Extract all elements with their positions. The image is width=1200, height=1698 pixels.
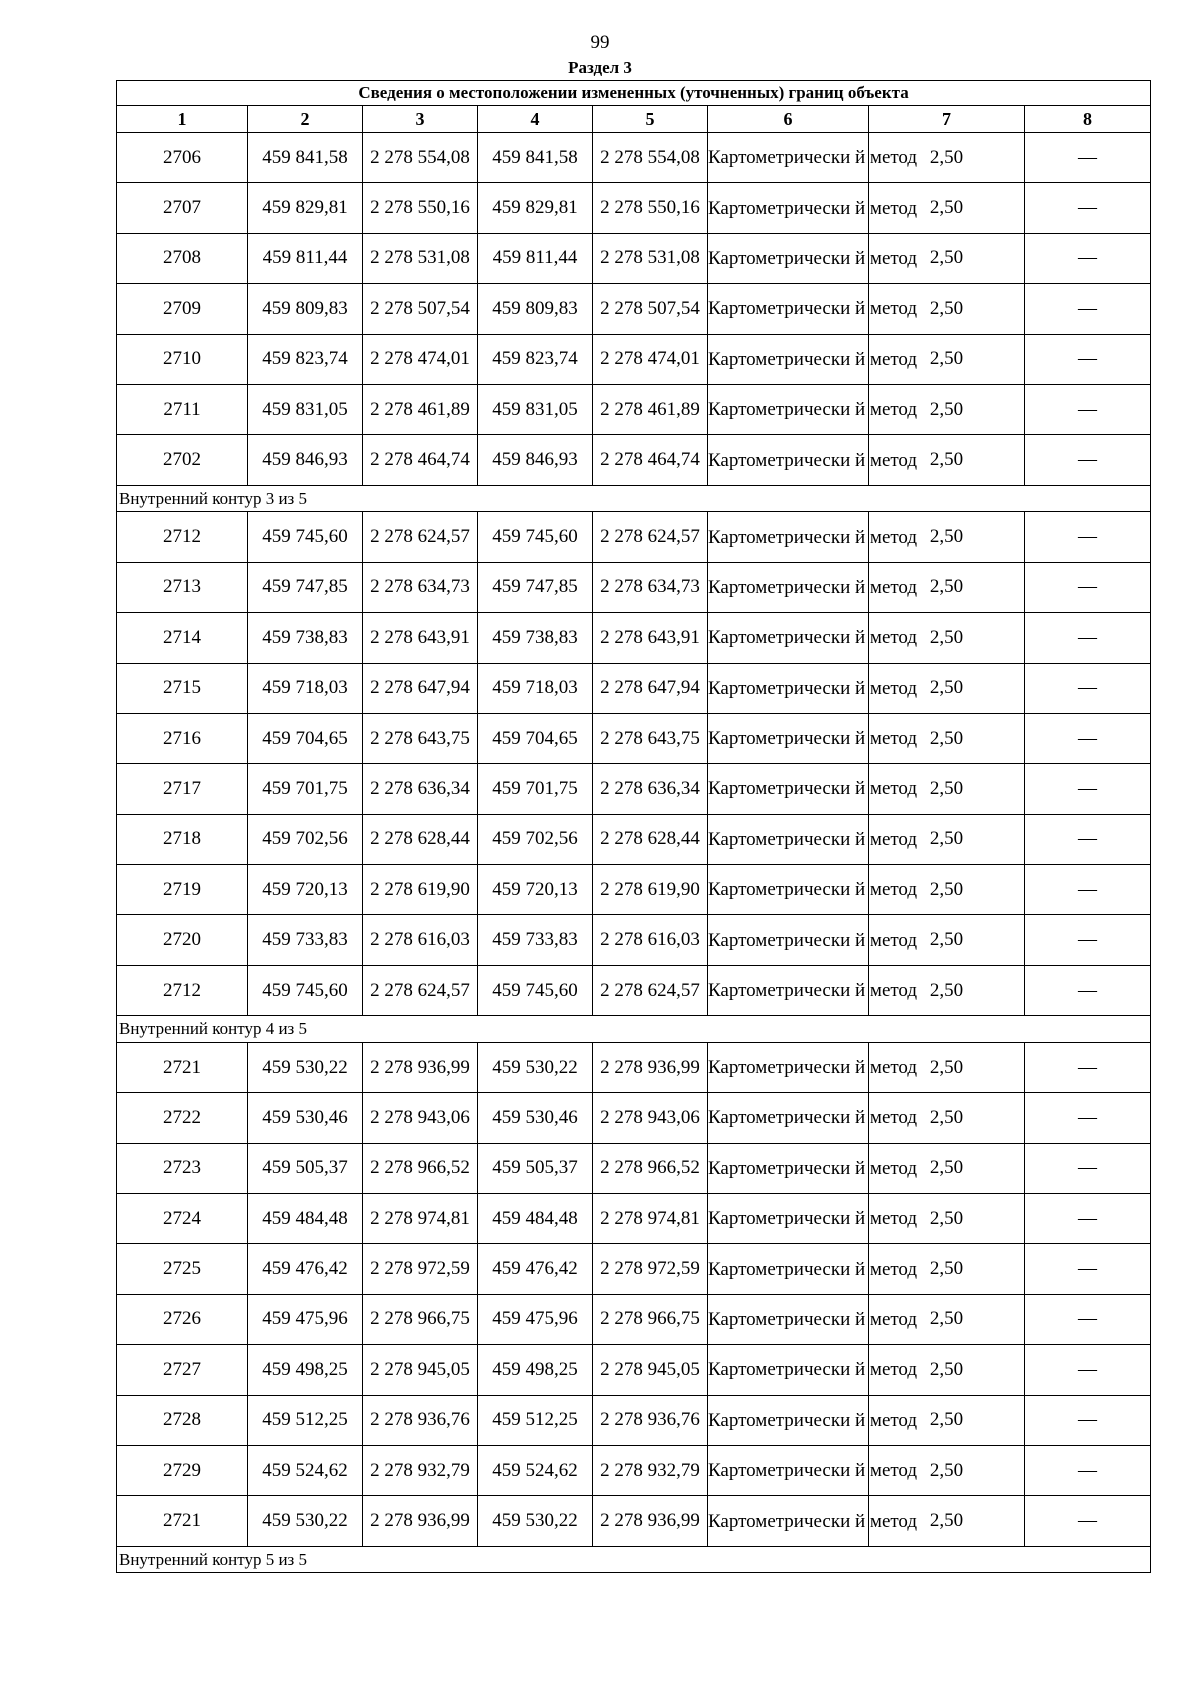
table-cell-col-5: 2 278 507,54 xyxy=(593,284,708,334)
table-cell-col-8: — xyxy=(1025,1345,1151,1395)
table-cell-col-7: 2,50 xyxy=(869,1143,1025,1193)
contour-heading: Внутренний контур 5 из 5 xyxy=(117,1546,1151,1573)
table-cell-col-5: 2 278 936,76 xyxy=(593,1395,708,1445)
table-cell-col-4: 459 823,74 xyxy=(478,334,593,384)
table-cell-col-6: Картометрически й метод xyxy=(708,1445,869,1495)
table-cell-col-3: 2 278 945,05 xyxy=(363,1345,478,1395)
contour-heading-row xyxy=(117,1016,1151,1043)
table-cell-col-8: — xyxy=(1025,1143,1151,1193)
table-row xyxy=(117,1395,1151,1445)
table-cell-col-5: 2 278 554,08 xyxy=(593,133,708,183)
table-cell-col-4: 459 512,25 xyxy=(478,1395,593,1445)
table-cell-col-6: Картометрически й метод xyxy=(708,1244,869,1294)
table-cell-col-1: 2715 xyxy=(117,663,248,713)
column-number-2: 2 xyxy=(248,106,363,133)
table-cell-col-5: 2 278 474,01 xyxy=(593,334,708,384)
table-cell-col-4: 459 702,56 xyxy=(478,814,593,864)
table-cell-col-3: 2 278 936,99 xyxy=(363,1042,478,1092)
table-cell-col-6: Картометрически й метод xyxy=(708,1093,869,1143)
table-cell-col-5: 2 278 624,57 xyxy=(593,965,708,1015)
table-cell-col-3: 2 278 647,94 xyxy=(363,663,478,713)
table-cell-col-7: 2,50 xyxy=(869,435,1025,485)
table-cell-col-5: 2 278 634,73 xyxy=(593,562,708,612)
table-row xyxy=(117,562,1151,612)
table-row xyxy=(117,233,1151,283)
table-cell-col-7: 2,50 xyxy=(869,133,1025,183)
table-cell-col-7: 2,50 xyxy=(869,1345,1025,1395)
table-cell-col-2: 459 530,22 xyxy=(248,1042,363,1092)
table-cell-col-7: 2,50 xyxy=(869,764,1025,814)
table-row xyxy=(117,334,1151,384)
table-caption-row xyxy=(117,81,1151,106)
table-cell-col-5: 2 278 636,34 xyxy=(593,764,708,814)
table-cell-col-5: 2 278 550,16 xyxy=(593,183,708,233)
column-number-3: 3 xyxy=(363,106,478,133)
table-cell-col-6: Картометрически й метод xyxy=(708,384,869,434)
column-number-1: 1 xyxy=(117,106,248,133)
table-cell-col-1: 2721 xyxy=(117,1496,248,1546)
table-cell-col-2: 459 530,22 xyxy=(248,1496,363,1546)
table-cell-col-2: 459 733,83 xyxy=(248,915,363,965)
table-cell-col-4: 459 530,46 xyxy=(478,1093,593,1143)
table-row xyxy=(117,1143,1151,1193)
table-cell-col-5: 2 278 972,59 xyxy=(593,1244,708,1294)
table-cell-col-6: Картометрически й метод xyxy=(708,965,869,1015)
table-cell-col-7: 2,50 xyxy=(869,814,1025,864)
column-number-4: 4 xyxy=(478,106,593,133)
table-cell-col-2: 459 846,93 xyxy=(248,435,363,485)
table-cell-col-8: — xyxy=(1025,1194,1151,1244)
table-cell-col-7: 2,50 xyxy=(869,613,1025,663)
table-cell-col-7: 2,50 xyxy=(869,965,1025,1015)
table-cell-col-6: Картометрически й метод xyxy=(708,764,869,814)
table-row xyxy=(117,814,1151,864)
table-cell-col-6: Картометрически й метод xyxy=(708,334,869,384)
table-cell-col-4: 459 530,22 xyxy=(478,1042,593,1092)
table-cell-col-5: 2 278 616,03 xyxy=(593,915,708,965)
table-cell-col-5: 2 278 461,89 xyxy=(593,384,708,434)
table-cell-col-3: 2 278 550,16 xyxy=(363,183,478,233)
table-row xyxy=(117,1093,1151,1143)
table-cell-col-2: 459 747,85 xyxy=(248,562,363,612)
table-cell-col-8: — xyxy=(1025,1395,1151,1445)
table-cell-col-4: 459 524,62 xyxy=(478,1445,593,1495)
table-cell-col-4: 459 809,83 xyxy=(478,284,593,334)
table-cell-col-5: 2 278 643,91 xyxy=(593,613,708,663)
table-cell-col-3: 2 278 966,75 xyxy=(363,1294,478,1344)
table-cell-col-5: 2 278 936,99 xyxy=(593,1042,708,1092)
table-cell-col-2: 459 829,81 xyxy=(248,183,363,233)
table-cell-col-4: 459 475,96 xyxy=(478,1294,593,1344)
table-cell-col-3: 2 278 628,44 xyxy=(363,814,478,864)
table-cell-col-1: 2702 xyxy=(117,435,248,485)
table-cell-col-1: 2718 xyxy=(117,814,248,864)
table-cell-col-2: 459 738,83 xyxy=(248,613,363,663)
table-cell-col-6: Картометрически й метод xyxy=(708,1395,869,1445)
table-cell-col-2: 459 811,44 xyxy=(248,233,363,283)
table-cell-col-4: 459 745,60 xyxy=(478,965,593,1015)
table-cell-col-2: 459 823,74 xyxy=(248,334,363,384)
table-cell-col-1: 2712 xyxy=(117,965,248,1015)
table-cell-col-4: 459 718,03 xyxy=(478,663,593,713)
table-cell-col-1: 2723 xyxy=(117,1143,248,1193)
table-row xyxy=(117,965,1151,1015)
column-number-8: 8 xyxy=(1025,106,1151,133)
table-cell-col-8: — xyxy=(1025,1093,1151,1143)
table-cell-col-7: 2,50 xyxy=(869,233,1025,283)
table-cell-col-6: Картометрически й метод xyxy=(708,915,869,965)
table-row xyxy=(117,865,1151,915)
table-cell-col-7: 2,50 xyxy=(869,865,1025,915)
table-cell-col-6: Картометрически й метод xyxy=(708,663,869,713)
table-cell-col-3: 2 278 974,81 xyxy=(363,1194,478,1244)
table-cell-col-6: Картометрически й метод xyxy=(708,713,869,763)
column-number-6: 6 xyxy=(708,106,869,133)
table-row xyxy=(117,1496,1151,1546)
table-cell-col-3: 2 278 936,76 xyxy=(363,1395,478,1445)
table-cell-col-3: 2 278 932,79 xyxy=(363,1445,478,1495)
table-cell-col-3: 2 278 634,73 xyxy=(363,562,478,612)
table-cell-col-4: 459 484,48 xyxy=(478,1194,593,1244)
table-cell-col-1: 2717 xyxy=(117,764,248,814)
table-cell-col-3: 2 278 643,75 xyxy=(363,713,478,763)
table-cell-col-2: 459 475,96 xyxy=(248,1294,363,1344)
table-cell-col-8: — xyxy=(1025,562,1151,612)
table-cell-col-3: 2 278 624,57 xyxy=(363,965,478,1015)
table-cell-col-7: 2,50 xyxy=(869,1395,1025,1445)
table-cell-col-3: 2 278 966,52 xyxy=(363,1143,478,1193)
table-cell-col-5: 2 278 932,79 xyxy=(593,1445,708,1495)
table-cell-col-7: 2,50 xyxy=(869,713,1025,763)
table-cell-col-3: 2 278 554,08 xyxy=(363,133,478,183)
column-number-row xyxy=(117,106,1151,133)
table-cell-col-1: 2712 xyxy=(117,512,248,562)
table-cell-col-6: Картометрически й метод xyxy=(708,1345,869,1395)
table-cell-col-4: 459 846,93 xyxy=(478,435,593,485)
table-cell-col-8: — xyxy=(1025,713,1151,763)
table-row xyxy=(117,1244,1151,1294)
table-cell-col-5: 2 278 628,44 xyxy=(593,814,708,864)
table-cell-col-7: 2,50 xyxy=(869,562,1025,612)
table-cell-col-6: Картометрически й метод xyxy=(708,562,869,612)
table-cell-col-1: 2726 xyxy=(117,1294,248,1344)
table-cell-col-8: — xyxy=(1025,865,1151,915)
table-cell-col-1: 2713 xyxy=(117,562,248,612)
table-cell-col-8: — xyxy=(1025,613,1151,663)
table-cell-col-2: 459 498,25 xyxy=(248,1345,363,1395)
table-cell-col-8: — xyxy=(1025,183,1151,233)
table-row xyxy=(117,133,1151,183)
table-cell-col-3: 2 278 619,90 xyxy=(363,865,478,915)
table-row xyxy=(117,1445,1151,1495)
table-cell-col-4: 459 720,13 xyxy=(478,865,593,915)
boundary-coordinates-table xyxy=(116,80,1151,1573)
table-cell-col-8: — xyxy=(1025,1042,1151,1092)
table-cell-col-6: Картометрически й метод xyxy=(708,233,869,283)
table-cell-col-6: Картометрически й метод xyxy=(708,183,869,233)
table-cell-col-2: 459 841,58 xyxy=(248,133,363,183)
table-cell-col-5: 2 278 966,52 xyxy=(593,1143,708,1193)
table-cell-col-2: 459 745,60 xyxy=(248,965,363,1015)
table-cell-col-1: 2706 xyxy=(117,133,248,183)
table-cell-col-8: — xyxy=(1025,814,1151,864)
table-cell-col-6: Картометрически й метод xyxy=(708,512,869,562)
table-row xyxy=(117,1345,1151,1395)
table-cell-col-4: 459 831,05 xyxy=(478,384,593,434)
table-cell-col-7: 2,50 xyxy=(869,663,1025,713)
table-cell-col-3: 2 278 474,01 xyxy=(363,334,478,384)
table-cell-col-4: 459 745,60 xyxy=(478,512,593,562)
table-cell-col-4: 459 829,81 xyxy=(478,183,593,233)
table-cell-col-6: Картометрически й метод xyxy=(708,814,869,864)
table-cell-col-7: 2,50 xyxy=(869,1194,1025,1244)
column-number-7: 7 xyxy=(869,106,1025,133)
table-cell-col-5: 2 278 647,94 xyxy=(593,663,708,713)
table-cell-col-6: Картометрически й метод xyxy=(708,1143,869,1193)
table-row xyxy=(117,183,1151,233)
table-cell-col-5: 2 278 531,08 xyxy=(593,233,708,283)
table-cell-col-3: 2 278 461,89 xyxy=(363,384,478,434)
table-cell-col-3: 2 278 936,99 xyxy=(363,1496,478,1546)
table-cell-col-7: 2,50 xyxy=(869,512,1025,562)
table-cell-col-2: 459 512,25 xyxy=(248,1395,363,1445)
table-row xyxy=(117,435,1151,485)
table-cell-col-2: 459 505,37 xyxy=(248,1143,363,1193)
table-cell-col-6: Картометрически й метод xyxy=(708,865,869,915)
table-row xyxy=(117,284,1151,334)
table-cell-col-7: 2,50 xyxy=(869,915,1025,965)
section-title: Раздел 3 xyxy=(568,58,632,77)
table-cell-col-8: — xyxy=(1025,284,1151,334)
table-cell-col-4: 459 841,58 xyxy=(478,133,593,183)
table-cell-col-2: 459 720,13 xyxy=(248,865,363,915)
table-cell-col-7: 2,50 xyxy=(869,1294,1025,1344)
table-cell-col-3: 2 278 636,34 xyxy=(363,764,478,814)
contour-heading: Внутренний контур 3 из 5 xyxy=(117,485,1151,512)
table-cell-col-2: 459 484,48 xyxy=(248,1194,363,1244)
table-cell-col-3: 2 278 643,91 xyxy=(363,613,478,663)
table-cell-col-6: Картометрически й метод xyxy=(708,1042,869,1092)
table-cell-col-4: 459 701,75 xyxy=(478,764,593,814)
table-cell-col-8: — xyxy=(1025,512,1151,562)
table-cell-col-1: 2714 xyxy=(117,613,248,663)
table-row xyxy=(117,915,1151,965)
table-cell-col-1: 2728 xyxy=(117,1395,248,1445)
table-cell-col-8: — xyxy=(1025,233,1151,283)
table-cell-col-6: Картометрически й метод xyxy=(708,1294,869,1344)
table-cell-col-1: 2729 xyxy=(117,1445,248,1495)
table-cell-col-2: 459 524,62 xyxy=(248,1445,363,1495)
table-cell-col-1: 2719 xyxy=(117,865,248,915)
table-cell-col-4: 459 704,65 xyxy=(478,713,593,763)
table-cell-col-8: — xyxy=(1025,384,1151,434)
table-cell-col-2: 459 530,46 xyxy=(248,1093,363,1143)
table-cell-col-8: — xyxy=(1025,435,1151,485)
table-cell-col-7: 2,50 xyxy=(869,1042,1025,1092)
table-cell-col-6: Картометрически й метод xyxy=(708,613,869,663)
table-cell-col-2: 459 831,05 xyxy=(248,384,363,434)
table-cell-col-6: Картометрически й метод xyxy=(708,435,869,485)
table-cell-col-7: 2,50 xyxy=(869,384,1025,434)
table-cell-col-7: 2,50 xyxy=(869,1244,1025,1294)
table-cell-col-1: 2709 xyxy=(117,284,248,334)
table-cell-col-6: Картометрически й метод xyxy=(708,133,869,183)
table-row xyxy=(117,663,1151,713)
contour-heading-row xyxy=(117,485,1151,512)
table-cell-col-7: 2,50 xyxy=(869,334,1025,384)
table-cell-col-4: 459 747,85 xyxy=(478,562,593,612)
table-row xyxy=(117,384,1151,434)
table-row xyxy=(117,512,1151,562)
table-cell-col-2: 459 704,65 xyxy=(248,713,363,763)
table-cell-col-8: — xyxy=(1025,663,1151,713)
table-cell-col-3: 2 278 507,54 xyxy=(363,284,478,334)
table-cell-col-3: 2 278 624,57 xyxy=(363,512,478,562)
table-cell-col-1: 2707 xyxy=(117,183,248,233)
table-cell-col-4: 459 505,37 xyxy=(478,1143,593,1193)
table-cell-col-2: 459 476,42 xyxy=(248,1244,363,1294)
table-cell-col-1: 2724 xyxy=(117,1194,248,1244)
table-cell-col-8: — xyxy=(1025,1244,1151,1294)
table-cell-col-2: 459 809,83 xyxy=(248,284,363,334)
table-cell-col-5: 2 278 943,06 xyxy=(593,1093,708,1143)
contour-heading-row xyxy=(117,1546,1151,1573)
table-cell-col-4: 459 733,83 xyxy=(478,915,593,965)
table-cell-col-4: 459 811,44 xyxy=(478,233,593,283)
table-cell-col-8: — xyxy=(1025,764,1151,814)
table-cell-col-6: Картометрически й метод xyxy=(708,284,869,334)
table-cell-col-5: 2 278 464,74 xyxy=(593,435,708,485)
table-cell-col-1: 2708 xyxy=(117,233,248,283)
table-cell-col-7: 2,50 xyxy=(869,1445,1025,1495)
table-cell-col-2: 459 718,03 xyxy=(248,663,363,713)
table-row xyxy=(117,613,1151,663)
table-row xyxy=(117,764,1151,814)
table-row xyxy=(117,1042,1151,1092)
table-cell-col-6: Картометрически й метод xyxy=(708,1194,869,1244)
table-cell-col-3: 2 278 616,03 xyxy=(363,915,478,965)
table-row xyxy=(117,713,1151,763)
table-cell-col-8: — xyxy=(1025,915,1151,965)
table-cell-col-4: 459 476,42 xyxy=(478,1244,593,1294)
table-cell-col-5: 2 278 945,05 xyxy=(593,1345,708,1395)
table-cell-col-8: — xyxy=(1025,965,1151,1015)
table-cell-col-4: 459 498,25 xyxy=(478,1345,593,1395)
table-cell-col-3: 2 278 972,59 xyxy=(363,1244,478,1294)
table-cell-col-8: — xyxy=(1025,1294,1151,1344)
table-cell-col-5: 2 278 966,75 xyxy=(593,1294,708,1344)
table-cell-col-3: 2 278 531,08 xyxy=(363,233,478,283)
table-cell-col-4: 459 738,83 xyxy=(478,613,593,663)
page-number: 99 xyxy=(590,32,610,53)
contour-heading: Внутренний контур 4 из 5 xyxy=(117,1016,1151,1043)
table-cell-col-1: 2710 xyxy=(117,334,248,384)
table-cell-col-6: Картометрически й метод xyxy=(708,1496,869,1546)
table-cell-col-5: 2 278 619,90 xyxy=(593,865,708,915)
table-cell-col-3: 2 278 464,74 xyxy=(363,435,478,485)
table-cell-col-1: 2725 xyxy=(117,1244,248,1294)
table-cell-col-7: 2,50 xyxy=(869,1093,1025,1143)
table-row xyxy=(117,1194,1151,1244)
table-cell-col-7: 2,50 xyxy=(869,284,1025,334)
table-row xyxy=(117,1294,1151,1344)
table-cell-col-5: 2 278 643,75 xyxy=(593,713,708,763)
table-cell-col-4: 459 530,22 xyxy=(478,1496,593,1546)
table-cell-col-8: — xyxy=(1025,334,1151,384)
table-cell-col-8: — xyxy=(1025,133,1151,183)
table-cell-col-2: 459 745,60 xyxy=(248,512,363,562)
table-cell-col-1: 2711 xyxy=(117,384,248,434)
table-cell-col-2: 459 702,56 xyxy=(248,814,363,864)
table-cell-col-5: 2 278 974,81 xyxy=(593,1194,708,1244)
table-cell-col-8: — xyxy=(1025,1496,1151,1546)
table-cell-col-7: 2,50 xyxy=(869,1496,1025,1546)
table-cell-col-1: 2722 xyxy=(117,1093,248,1143)
table-cell-col-5: 2 278 624,57 xyxy=(593,512,708,562)
table-cell-col-8: — xyxy=(1025,1445,1151,1495)
table-cell-col-1: 2727 xyxy=(117,1345,248,1395)
table-cell-col-1: 2716 xyxy=(117,713,248,763)
table-cell-col-2: 459 701,75 xyxy=(248,764,363,814)
table-cell-col-5: 2 278 936,99 xyxy=(593,1496,708,1546)
table-cell-col-3: 2 278 943,06 xyxy=(363,1093,478,1143)
table-cell-col-1: 2721 xyxy=(117,1042,248,1092)
table-cell-col-1: 2720 xyxy=(117,915,248,965)
table-cell-col-7: 2,50 xyxy=(869,183,1025,233)
table-caption: Сведения о местоположении измененных (уточненных) границ объекта xyxy=(117,81,1151,106)
column-number-5: 5 xyxy=(593,106,708,133)
